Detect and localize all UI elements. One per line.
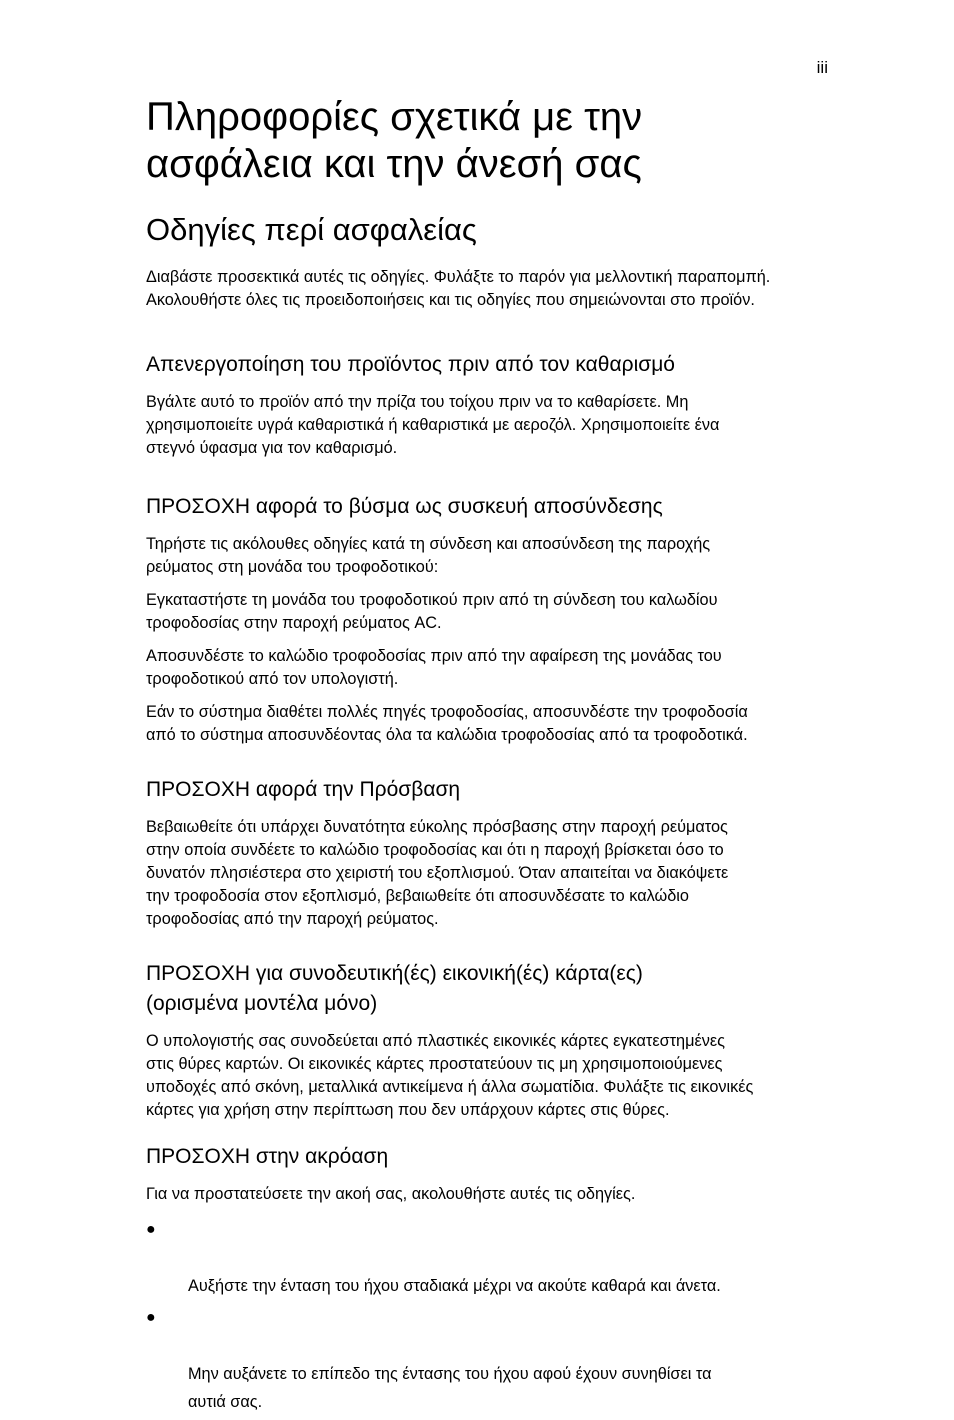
section-heading: ΠΡΟΣΟΧΗ στην ακρόαση xyxy=(146,1145,389,1168)
section-heading: ΠΡΟΣΟΧΗ αφορά το βύσμα ως συσκευή αποσύνδεσης xyxy=(146,495,663,518)
bullet-list xyxy=(146,1216,836,1416)
section-heading: ΠΡΟΣΟΧΗ για συνοδευτική(ές) εικονική(ές) κάρτα(ες) (ορισμένα μοντέλα μόνο) xyxy=(146,962,643,1015)
section-subtitle: Οδηγίες περί ασφαλείας xyxy=(146,212,477,247)
list-item xyxy=(146,1304,836,1416)
intro-paragraph: Διαβάστε προσεκτικά αυτές τις οδηγίες. Φυλάξτε το παρόν για μελλοντική παραπομπή. Ακολουθήστε όλες τις προειδοποιήσεις και τις οδηγίες που σημειώνονται στο προϊόν. xyxy=(146,268,771,309)
section-heading: Απενεργοποίηση του προϊόντος πριν από τον καθαρισμό xyxy=(146,353,675,376)
list-item xyxy=(146,1216,836,1300)
paragraph: Βεβαιωθείτε ότι υπάρχει δυνατότητα εύκολης πρόσβασης στην παροχή ρεύματος στην οποία συνδέετε το καλώδιο τροφοδοσίας και ότι η παροχή βρίσκεται όσο το δυνατόν πλησιέστερα στο χειριστή του εξοπλισμού. Όταν απαιτείται να διακόψετε την τροφοδοσία στον εξοπλισμό, βεβαιωθείτε ότι αποσυνδέσατε το καλώδιο τροφοδοσίας από την παροχή ρεύματος. xyxy=(146,818,729,928)
section-hearing xyxy=(146,1142,836,1416)
page-title: Πληροφορίες σχετικά με την ασφάλεια και την άνεσή σας xyxy=(146,95,643,186)
list-item-text: Αυξήστε την ένταση του ήχου σταδιακά μέχρι να ακούτε καθαρά και άνετα. xyxy=(188,1277,721,1295)
paragraph: Βγάλτε αυτό το προϊόν από την πρίζα του τοίχου πριν να το καθαρίσετε. Μη χρησιμοποιείτε υγρά καθαριστικά ή καθαριστικά με αεροζόλ. Χρησιμοποιείτε ένα στεγνό ύφασμα για τον καθαρισμό. xyxy=(146,393,720,457)
section-dummy-cards xyxy=(146,959,836,1122)
page-number: iii xyxy=(816,58,828,77)
paragraph: Τηρήστε τις ακόλουθες οδηγίες κατά τη σύνδεση και αποσύνδεση της παροχής ρεύματος στη μονάδα του τροφοδοτικού: xyxy=(146,535,711,576)
bullet-icon: ● xyxy=(146,1221,156,1238)
section-cleaning xyxy=(146,350,836,460)
paragraph: Εγκαταστήστε τη μονάδα του τροφοδοτικού πριν από τη σύνδεση του καλωδίου τροφοδοσίας στην παροχή ρεύματος AC. xyxy=(146,591,718,632)
list-item-text: Μην αυξάνετε το επίπεδο της έντασης του ήχου αφού έχουν συνηθίσει τα αυτιά σας. xyxy=(188,1365,712,1411)
document-body xyxy=(146,94,836,1420)
section-plug-disconnect xyxy=(146,492,836,747)
bullet-icon: ● xyxy=(146,1309,156,1326)
section-access xyxy=(146,775,836,931)
paragraph: Αποσυνδέστε το καλώδιο τροφοδοσίας πριν από την αφαίρεση της μονάδας του τροφοδοτικού από τον υπολογιστή. xyxy=(146,647,722,688)
paragraph: Για να προστατεύσετε την ακοή σας, ακολουθήστε αυτές τις οδηγίες. xyxy=(146,1185,636,1203)
section-heading: ΠΡΟΣΟΧΗ αφορά την Πρόσβαση xyxy=(146,778,461,801)
paragraph: Ο υπολογιστής σας συνοδεύεται από πλαστικές εικονικές κάρτες εγκατεστημένες στις θύρες καρτών. Οι εικονικές κάρτες προστατεύουν τις μη χρησιμοποιούμενες υποδοχές από σκόνη, μεταλλικά αντικείμενα ή άλλα σωματίδια. Φυλάξτε τις εικονικές κάρτες για χρήση στην περίπτωση που δεν υπάρχουν κάρτες στις θύρες. xyxy=(146,1032,754,1119)
paragraph: Εάν το σύστημα διαθέτει πολλές πηγές τροφοδοσίας, αποσυνδέστε την τροφοδοσία από το σύστημα αποσυνδέοντας όλα τα καλώδια τροφοδοσίας από τα τροφοδοτικά. xyxy=(146,703,748,744)
